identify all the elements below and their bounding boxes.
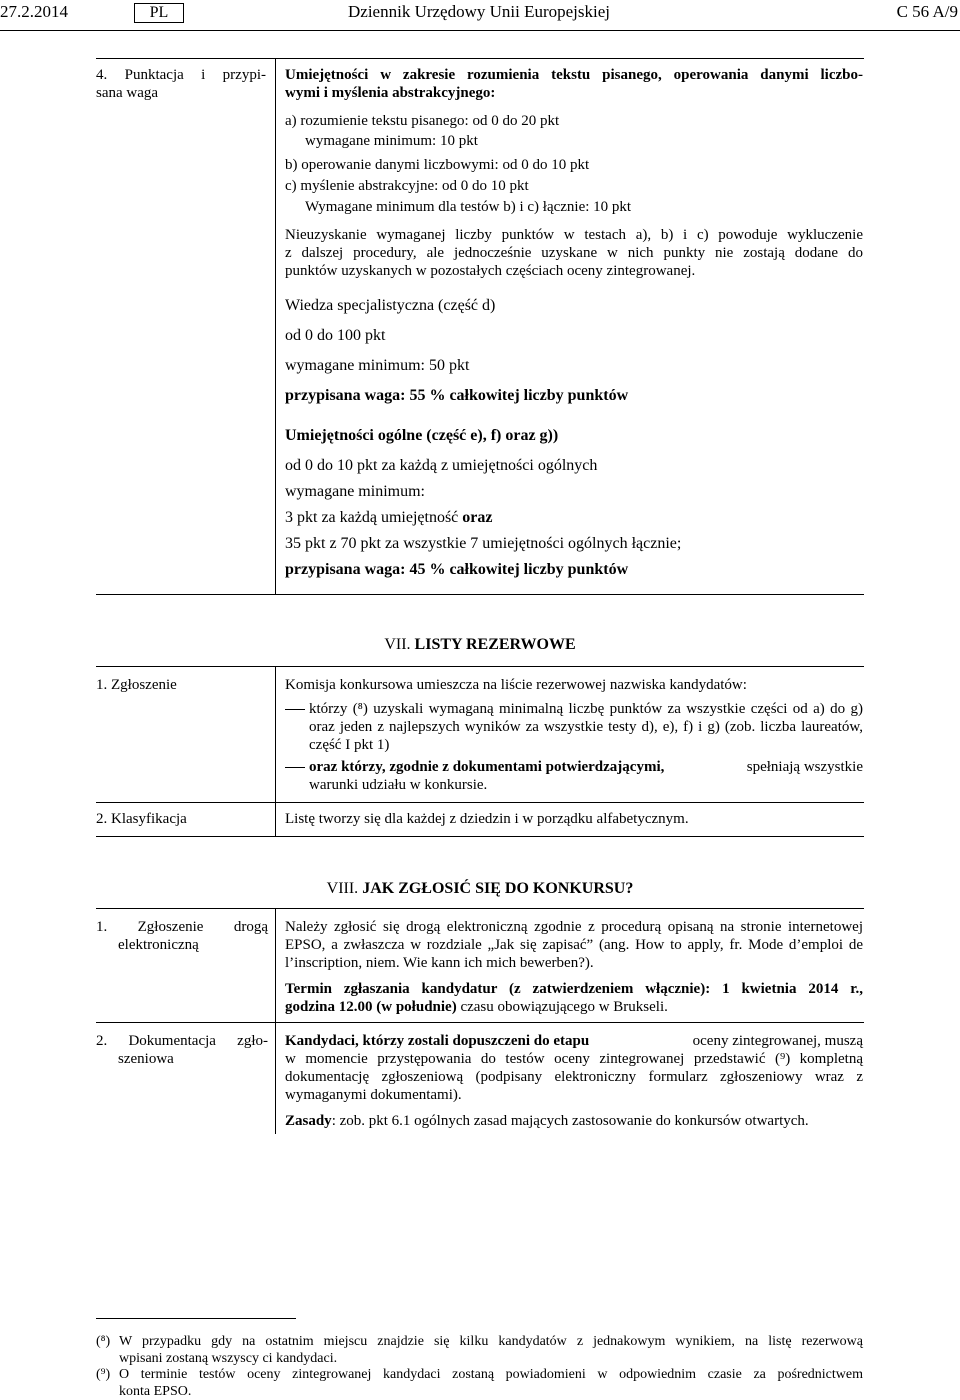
specialist-weight: przypisana waga: 55 % całkowitej liczby punktów bbox=[285, 387, 629, 404]
sec8-row2-label: 2. Dokumentacja zgło- szeniowa bbox=[96, 1033, 268, 1067]
general-title: Umiejętności ogólne (część e), f) oraz g)) bbox=[285, 427, 559, 444]
item-bc-min: Wymagane minimum dla testów b) i c) łącznie: 10 pkt bbox=[305, 199, 632, 215]
footnote-8-mark: (⁸) bbox=[96, 1334, 111, 1349]
general-range: od 0 do 10 pkt za każdą z umiejętności ogólnych bbox=[285, 457, 598, 474]
deadline: Termin zgłaszania kandydatur (z zatwierdzeniem włącznie): 1 kwietnia 2014 r., bbox=[285, 981, 863, 997]
section-8-heading: VIII. JAK ZGŁOSIĆ SIĘ DO KONKURSU? bbox=[326, 880, 634, 897]
sec7-top-rule bbox=[96, 666, 864, 667]
footnote-9-mark: (⁹) bbox=[96, 1367, 111, 1382]
journal-title: Dziennik Urzędowy Unii Europejskiej bbox=[348, 2, 611, 21]
sec8-row1-label: 1. Zgłoszenie drogą elektroniczną bbox=[96, 919, 268, 953]
general-total: 35 pkt z 70 pkt za wszystkie 7 umiejętności ogólnych łącznie; bbox=[285, 535, 682, 552]
sec8-row2-content: Kandydaci, którzy zostali dopuszczeni do etapu oceny zintegrowanej, muszą w momencie przystępowania do testów oceny zintegrowanej przedstawić (⁹) kompletną dokumentację zgłoszeniową (podpisany elektroniczny formularz zgłoszeniowy wraz z wymaganymi dokumentami). Zasady: zob. pkt 6.1 ogólnych zasad mających zastosowanie do konkursów otwartych. bbox=[285, 1033, 863, 1129]
header-rule bbox=[0, 30, 960, 31]
exclusion-note: Nieuzyskanie wymaganej liczby punktów w testach a), b) i c) powoduje wykluczenie z dalszej procedury, ale jednocześnie uzyskane w nich punkty nie zostają dodane do punktów uzyskanych w pozostałych częściach oceny zintegrowanej. bbox=[285, 227, 863, 279]
sec8-column-rule bbox=[275, 908, 276, 1134]
sec7-bullet-1: którzy (⁸) uzyskali wymaganą minimalną liczbę punktów za wszystkie części od a) do g) oraz jeden z najlepszych wyników za wszystkie testy d), e), f) i g) (zob. liczba laureatów, część I pkt 1) bbox=[285, 700, 863, 754]
general-min: wymagane minimum: bbox=[285, 483, 425, 500]
table-top-rule bbox=[96, 58, 864, 59]
section-7-heading: VII. LISTY REZERWOWE bbox=[384, 636, 576, 653]
specialist-title: Wiedza specjalistyczna (część d) bbox=[285, 297, 496, 314]
sec8-top-rule bbox=[96, 908, 864, 909]
item-c: c) myślenie abstrakcyjne: od 0 do 10 pkt bbox=[285, 178, 529, 194]
sec7-column-rule bbox=[275, 666, 276, 836]
item-b: b) operowanie danymi liczbowymi: od 0 do 10 pkt bbox=[285, 157, 590, 173]
general-each: 3 pkt za każdą umiejętność oraz bbox=[285, 509, 493, 526]
sec7-mid-rule bbox=[96, 802, 864, 803]
language-badge: PL bbox=[134, 3, 184, 23]
specialist-range: od 0 do 100 pkt bbox=[285, 327, 386, 344]
deadline-time: godzina 12.00 (w południe) czasu obowiązującego w Brukseli. bbox=[285, 999, 668, 1015]
footnote-9: O terminie testów oceny zintegrowanej kandydaci zostaną powiadomieni w odpowiednim czasie za pośrednictwem konta EPSO. bbox=[119, 1367, 863, 1399]
rules-line: Zasady: zob. pkt 6.1 ogólnych zasad mających zastosowanie do konkursów otwartych. bbox=[285, 1113, 809, 1129]
dash-icon bbox=[285, 709, 305, 710]
sec8-mid-rule bbox=[96, 1022, 864, 1023]
general-weight: przypisana waga: 45 % całkowitej liczby punktów bbox=[285, 561, 629, 578]
sec7-row1-intro: Komisja konkursowa umieszcza na liście rezerwowej nazwiska kandydatów: bbox=[285, 677, 747, 693]
table-column-rule bbox=[275, 58, 276, 594]
skills-heading: Umiejętności w zakresie rozumienia tekstu pisanego, operowania danymi liczbo- bbox=[285, 67, 863, 83]
sec7-bottom-rule bbox=[96, 836, 864, 837]
footnote-8: W przypadku gdy na ostatnim miejscu znajdzie się kilku kandydatów z jednakowym wynikiem, na listę rezerwową wpisani zostaną wszyscy ci kandydaci. bbox=[119, 1334, 863, 1366]
footnote-rule bbox=[96, 1318, 296, 1319]
item-a: a) rozumienie tekstu pisanego: od 0 do 20 pkt bbox=[285, 113, 560, 129]
table-bottom-rule bbox=[96, 594, 864, 595]
scoring-content bbox=[285, 66, 863, 579]
page-number: C 56 A/9 bbox=[896, 2, 958, 21]
sec8-row1-content: Należy zgłosić się drogą elektroniczną zgodnie z procedurą opisaną na stronie internetowej EPSO, a zwłaszcza w rozdziale „Jak się zapisać” (ang. How to apply, fr. Mode d’emploi de l’inscription, niem. Wie kann ich mich bewerben?). Termin zgłaszania kandydatur (z zatwierdzeniem włącznie): 1 kwietnia 2014 r., godzina 12.00 (w południe) czasu obowiązującego w Brukseli. bbox=[285, 919, 863, 1015]
sec7-row1-content bbox=[285, 676, 863, 794]
sec7-row2-content: Listę tworzy się dla każdej z dziedzin i w porządku alfabetycznym. bbox=[285, 811, 689, 827]
sec7-bullet-2: oraz którzy, zgodnie z dokumentami potwierdzającymi, spełniają wszystkie warunki udziału w konkursie. bbox=[285, 758, 863, 794]
item-a-min: wymagane minimum: 10 pkt bbox=[305, 133, 478, 149]
header-date: 27.2.2014 bbox=[0, 2, 68, 21]
skills-heading-cont: wymi i myślenia abstrakcyjnego: bbox=[285, 85, 496, 101]
dash-icon bbox=[285, 767, 305, 768]
specialist-min: wymagane minimum: 50 pkt bbox=[285, 357, 470, 374]
sec7-row1-label: 1. Zgłoszenie bbox=[96, 677, 177, 693]
sec7-row2-label: 2. Klasyfikacja bbox=[96, 811, 187, 827]
row-label-scoring: 4. Punktacja i przypi- sana waga bbox=[96, 67, 266, 101]
